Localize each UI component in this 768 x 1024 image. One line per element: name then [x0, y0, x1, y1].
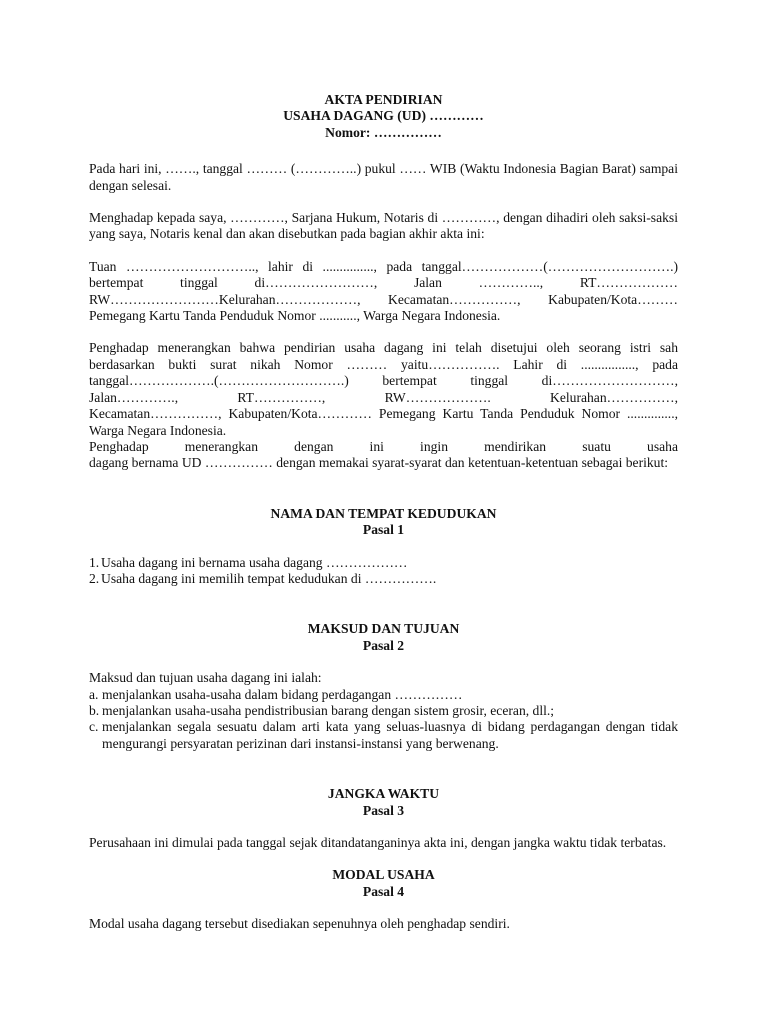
article-number: Pasal 4	[362, 883, 405, 899]
list-marker: c.	[89, 719, 99, 735]
list-item	[89, 571, 678, 587]
spouse-line: Jalan…………., RT……………, RW………………. Kelurahan……………,	[89, 389, 678, 405]
tuan-line: RW……………………Kelurahan………………, Kecamatan……………, Kabupaten/Kota………	[89, 291, 678, 307]
article-lead: Maksud dan tujuan usaha dagang ini ialah:	[89, 670, 322, 686]
article-1-list	[89, 555, 678, 588]
list-item-text: Usaha dagang ini memilih tempat kedudukan di …………….	[101, 570, 437, 586]
list-item-text: menjalankan segala sesuatu dalam arti kata yang seluas-luasnya di bidang perdagangan dengan tidak mengurangi persyaratan perizinan dari instansi-instansi yang berwenang.	[102, 719, 678, 751]
article-text: Perusahaan ini dimulai pada tanggal sejak ditandatanganinya akta ini, dengan jangka waktu tidak terbatas.	[89, 835, 667, 850]
document-subtitle: USAHA DAGANG (UD) …………	[283, 108, 484, 124]
article-heading: JANGKA WAKTU	[327, 786, 440, 802]
article-text: Modal usaha dagang tersebut disediakan sepenuhnya oleh penghadap sendiri.	[89, 916, 510, 932]
list-item	[89, 719, 678, 752]
article-number: Pasal 3	[362, 802, 405, 818]
spouse-line: Kecamatan……………, Kabupaten/Kota………… Pemegang Kartu Tanda Penduduk Nomor ..............,	[89, 406, 678, 422]
article-heading: NAMA DAN TEMPAT KEDUDUKAN	[270, 505, 497, 521]
spouse-consent-block	[89, 340, 678, 471]
article-number: Pasal 1	[362, 522, 405, 538]
spouse-line: berdasarkan bukti surat nikah Nomor ……… yaitu……………. Lahir di ................, pada	[89, 356, 678, 372]
article-1	[89, 506, 678, 588]
opening-paragraph: Pada hari ini, ……., tanggal ……… (…………..) pukul …… WIB (Waktu Indonesia Bagian Barat) sampai dengan selesai.	[89, 161, 678, 193]
article-3	[89, 786, 678, 851]
tuan-line: Tuan ……………………….., lahir di ..............., pada tanggal………………(……………………….)	[89, 258, 678, 274]
article-heading: MODAL USAHA	[332, 867, 435, 883]
list-marker: a.	[89, 686, 99, 702]
list-marker: b.	[89, 702, 100, 718]
establishment-line: Penghadap menerangkan dengan ini ingin mendirikan suatu usaha	[89, 438, 678, 454]
article-2-list	[89, 687, 678, 753]
tuan-line: Pemegang Kartu Tanda Penduduk Nomor ..........., Warga Negara Indonesia.	[89, 308, 501, 324]
document-number: Nomor: ……………	[325, 124, 442, 140]
document-page	[89, 92, 678, 933]
article-number: Pasal 2	[362, 637, 405, 653]
list-marker: 2.	[89, 570, 100, 586]
spouse-line: Penghadap menerangkan bahwa pendirian usaha dagang ini telah disetujui oleh seorang istri sah	[89, 340, 678, 356]
tuan-line: bertempat tinggal di……………………, Jalan ………….., RT………………	[89, 275, 678, 291]
list-item-text: menjalankan usaha-usaha pendistribusian barang dengan sistem grosir, eceran, dll.;	[102, 702, 555, 718]
article-4	[89, 867, 678, 932]
article-heading: MAKSUD DAN TUJUAN	[307, 621, 460, 637]
list-item-text: Usaha dagang ini bernama usaha dagang ………………	[101, 554, 408, 570]
document-title: AKTA PENDIRIAN	[324, 92, 443, 107]
list-item	[89, 703, 678, 719]
appearing-paragraph: Menghadap kepada saya, …………, Sarjana Hukum, Notaris di …………, dengan dihadiri oleh saksi-saksi yang saya, Notaris kenal dan akan disebutkan pada bagian akhir akta ini:	[89, 210, 678, 242]
tuan-identity-block	[89, 259, 678, 325]
list-item	[89, 687, 678, 703]
spouse-line: tanggal……………….(……………………….) bertempat tinggal di………………………,	[89, 373, 678, 389]
article-2	[89, 621, 678, 752]
establishment-line: dagang bernama UD …………… dengan memakai syarat-syarat dan ketentuan-ketentuan sebagai berikut:	[89, 455, 669, 471]
spouse-line: Warga Negara Indonesia.	[89, 422, 227, 438]
list-marker: 1.	[89, 554, 100, 570]
list-item	[89, 555, 678, 571]
list-item-text: menjalankan usaha-usaha dalam bidang perdagangan ……………	[102, 686, 463, 702]
